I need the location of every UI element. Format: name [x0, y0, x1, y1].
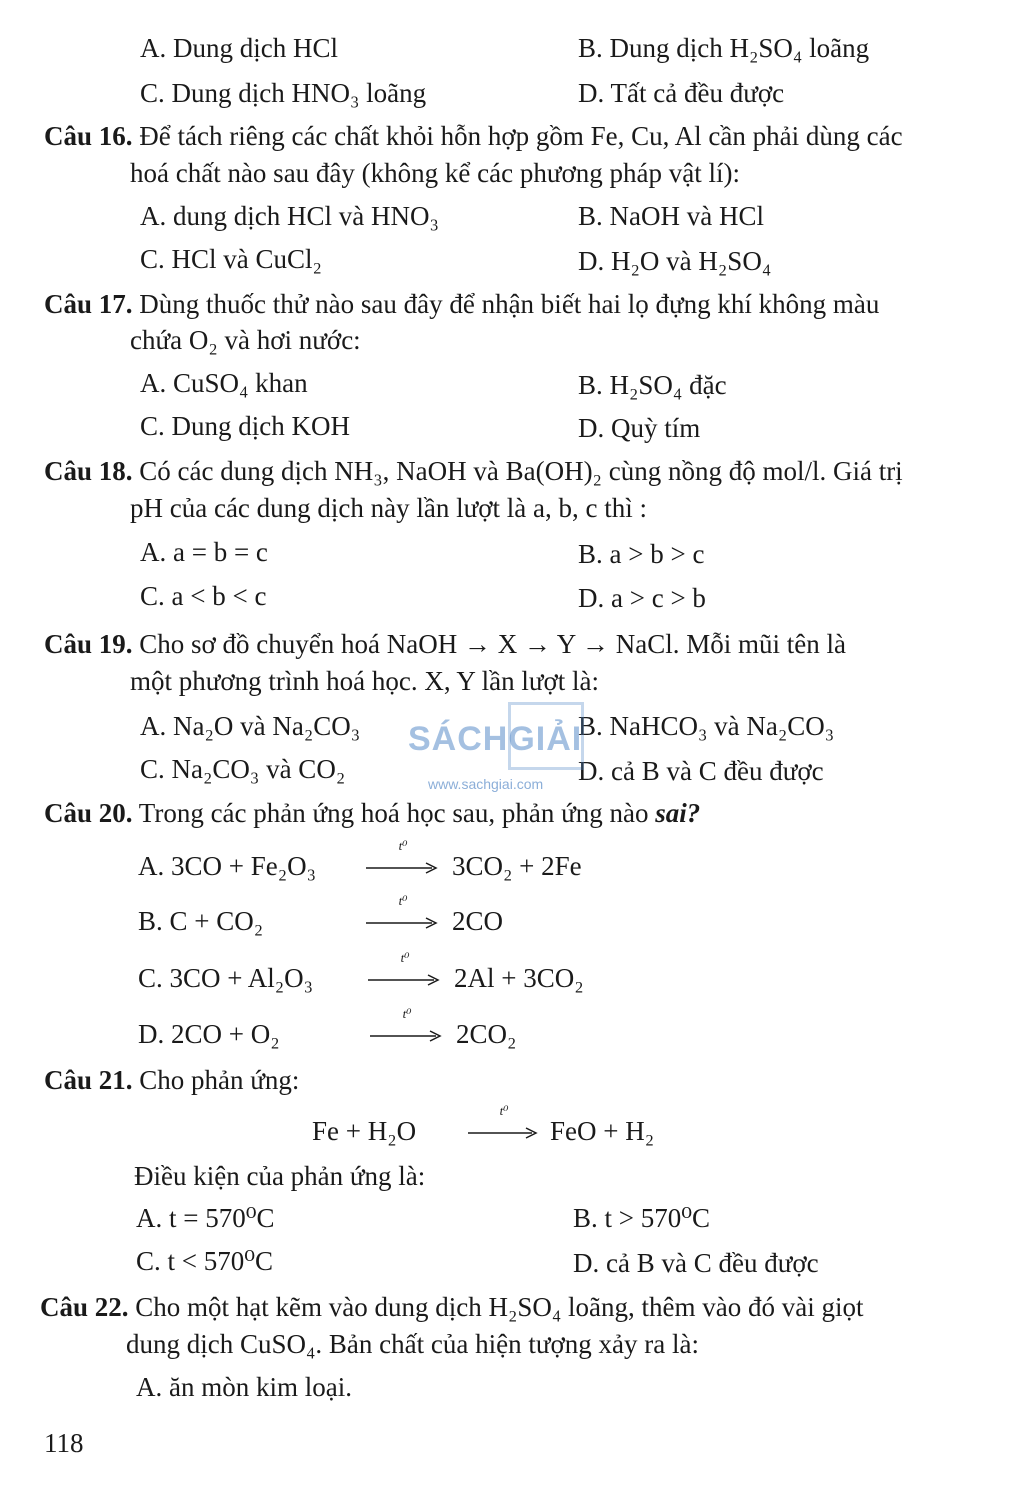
reaction-arrow	[368, 950, 442, 994]
reaction-condition: t⁰	[499, 1103, 509, 1118]
question-emphasis: sai?	[655, 798, 701, 828]
question-number: Câu 21.	[44, 1065, 133, 1095]
option-d: D. a > c > b	[578, 583, 706, 613]
question-16	[44, 120, 903, 152]
option-c: C. Dung dịch HNO₃ loãng	[140, 78, 427, 108]
arrow-icon	[366, 850, 440, 882]
reaction-condition: t⁰	[402, 1006, 412, 1021]
equation-left: Fe + H₂O	[312, 1116, 417, 1146]
option-a: A. a = b = c	[140, 537, 268, 567]
option-d: D. Quỳ tím	[578, 413, 701, 443]
question-number: Câu 17.	[44, 289, 133, 319]
arrow-icon	[370, 1018, 444, 1050]
reaction-condition: t⁰	[400, 950, 410, 965]
question-17	[44, 288, 879, 320]
arrow-icon	[368, 962, 442, 994]
question-text: Trong các phản ứng hoá học sau, phản ứng nào	[138, 798, 649, 828]
option-a: A. CuSO₄ khan	[140, 368, 308, 398]
option-a: A. dung dịch HCl và HNO₃	[140, 201, 439, 231]
option-d: D. H₂O và H₂SO₄	[578, 246, 772, 276]
option-c: C. Na₂CO₃ và CO₂	[140, 754, 346, 784]
equation-right: FeO + H₂	[550, 1116, 655, 1146]
option-b: B. NaHCO₃ và Na₂CO₃	[578, 711, 835, 741]
option-c: C. HCl và CuCl₂	[140, 244, 322, 274]
watermark-logo	[408, 698, 638, 792]
question-19	[44, 628, 846, 660]
option-b: B. H₂SO₄ đặc	[578, 370, 727, 400]
reaction-b-left: B. C + CO₂	[138, 906, 264, 936]
question-text: Có các dung dịch NH₃, NaOH và Ba(OH)₂ cùng nồng độ mol/l. Giá trị	[139, 456, 903, 486]
reaction-d-right: 2CO₂	[456, 1019, 517, 1049]
question-text: Để tách riêng các chất khỏi hỗn hợp gồm Fe, Cu, Al cần phải dùng các	[139, 121, 903, 151]
question-text: Cho sơ đồ chuyển hoá NaOH → X → Y → NaCl. Mỗi mũi tên là	[139, 629, 846, 659]
reaction-arrow	[366, 838, 440, 882]
reaction-a-left: A. 3CO + Fe₂O₃	[138, 851, 317, 881]
reaction-arrow	[370, 1006, 444, 1050]
option-d: D. cả B và C đều được	[578, 756, 824, 786]
reaction-a-right: 3CO₂ + 2Fe	[452, 851, 582, 881]
watermark-brand: SÁCHGIẢI	[408, 720, 583, 758]
reaction-condition: t⁰	[398, 893, 408, 908]
option-b: B. Dung dịch H₂SO₄ loãng	[578, 33, 870, 63]
question-text-cont: một phương trình hoá học. X, Y lần lượt là:	[130, 666, 600, 696]
reaction-b-right: 2CO	[452, 906, 504, 936]
question-text-cont: dung dịch CuSO₄. Bản chất của hiện tượng xảy ra là:	[126, 1329, 699, 1359]
question-number: Câu 20.	[44, 798, 133, 828]
option-a: A. ăn mòn kim loại.	[136, 1372, 352, 1402]
option-d: D. cả B và C đều được	[573, 1248, 819, 1278]
reaction-condition: t⁰	[398, 838, 408, 853]
option-a: A. Dung dịch HCl	[140, 33, 338, 63]
question-text: Dùng thuốc thử nào sau đây để nhận biết hai lọ đựng khí không màu	[139, 289, 880, 319]
arrow-icon	[366, 905, 440, 937]
question-text-cont: pH của các dung dịch này lần lượt là a, b, c thì :	[130, 493, 647, 523]
question-18	[44, 455, 903, 487]
question-text-cont: hoá chất nào sau đây (không kể các phương pháp vật lí):	[130, 158, 740, 188]
option-b: B. NaOH và HCl	[578, 201, 764, 231]
question-number: Câu 18.	[44, 456, 133, 486]
watermark-url: www.sachgiai.com	[428, 776, 544, 792]
question-21	[44, 1064, 299, 1096]
question-text: Cho một hạt kẽm vào dung dịch H₂SO₄ loãng, thêm vào đó vài giọt	[135, 1292, 864, 1322]
question-20	[44, 797, 700, 829]
option-b: B. t > 570⁰C	[573, 1203, 711, 1233]
reaction-c-right: 2Al + 3CO₂	[454, 963, 584, 993]
reaction-d-left: D. 2CO + O₂	[138, 1019, 280, 1049]
arrow-icon	[468, 1115, 540, 1147]
reaction-arrow	[366, 893, 440, 937]
option-c: C. t < 570⁰C	[136, 1246, 274, 1276]
option-b: B. a > b > c	[578, 539, 705, 569]
reaction-arrow	[468, 1103, 540, 1147]
option-c: C. a < b < c	[140, 581, 267, 611]
question-text-cont: Điều kiện của phản ứng là:	[134, 1161, 426, 1191]
question-text-cont: chứa O₂ và hơi nước:	[130, 325, 361, 355]
option-d: D. Tất cả đều được	[578, 78, 785, 108]
question-text: Cho phản ứng:	[139, 1065, 300, 1095]
question-number: Câu 16.	[44, 121, 133, 151]
option-c: C. Dung dịch KOH	[140, 411, 350, 441]
question-number: Câu 19.	[44, 629, 133, 659]
option-a: A. Na₂O và Na₂CO₃	[140, 711, 361, 741]
question-number: Câu 22.	[40, 1292, 129, 1322]
page-number: 118	[44, 1428, 84, 1458]
question-22	[40, 1291, 864, 1323]
reaction-c-left: C. 3CO + Al₂O₃	[138, 963, 314, 993]
option-a: A. t = 570⁰C	[136, 1203, 275, 1233]
